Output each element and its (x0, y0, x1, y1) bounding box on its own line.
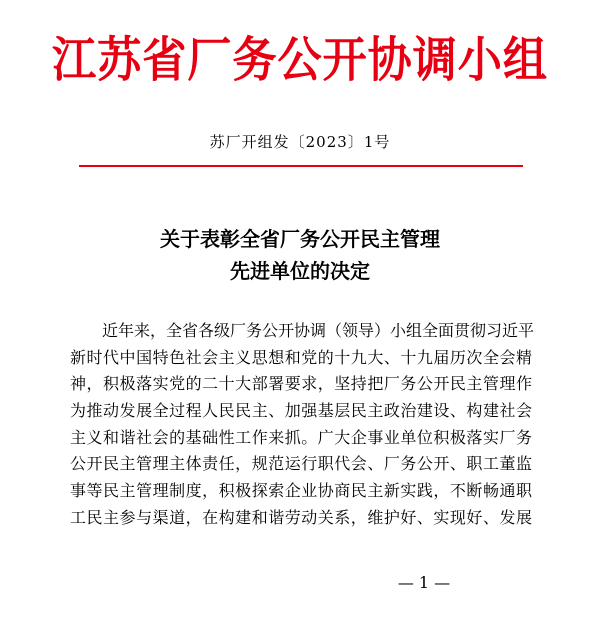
body-line: 工民主参与渠道，在构建和谐劳动关系，维护好、实现好、发展 (70, 507, 532, 527)
body-line: 近年来，全省各级厂务公开协调（领导）小组全面贯彻习近平 (102, 321, 535, 340)
document-title (0, 223, 600, 287)
body-line: 公开民主管理主体责任，规范运行职代会、厂务公开、职工董监 (70, 454, 532, 474)
body-line: 事等民主管理制度，积极探索企业协商民主新实践，不断畅通职 (70, 481, 532, 501)
page-number: — 1 — (397, 573, 451, 592)
body-paragraph (70, 318, 535, 532)
body-line: 为推动发展全过程人民民主、加强基层民主政治建设、构建社会 (70, 401, 532, 421)
document-number: 苏厂开组发〔2023〕1号 (209, 133, 391, 151)
title-line-2: 先进单位的决定 (230, 259, 370, 283)
body-line: 新时代中国特色社会主义思想和党的十九大、十九届历次全会精 (70, 347, 532, 367)
title-line-1: 关于表彰全省厂务公开民主管理 (160, 227, 440, 251)
body-line: 神，积极落实党的二十大部署要求，坚持把厂务公开民主管理作 (70, 374, 532, 394)
body-line: 主义和谐社会的基础性工作来抓。广大企事业单位积极落实厂务 (70, 427, 532, 447)
red-separator-line (79, 165, 523, 167)
masthead-organization-name: 江苏省厂务公开协调小组 (52, 32, 548, 88)
